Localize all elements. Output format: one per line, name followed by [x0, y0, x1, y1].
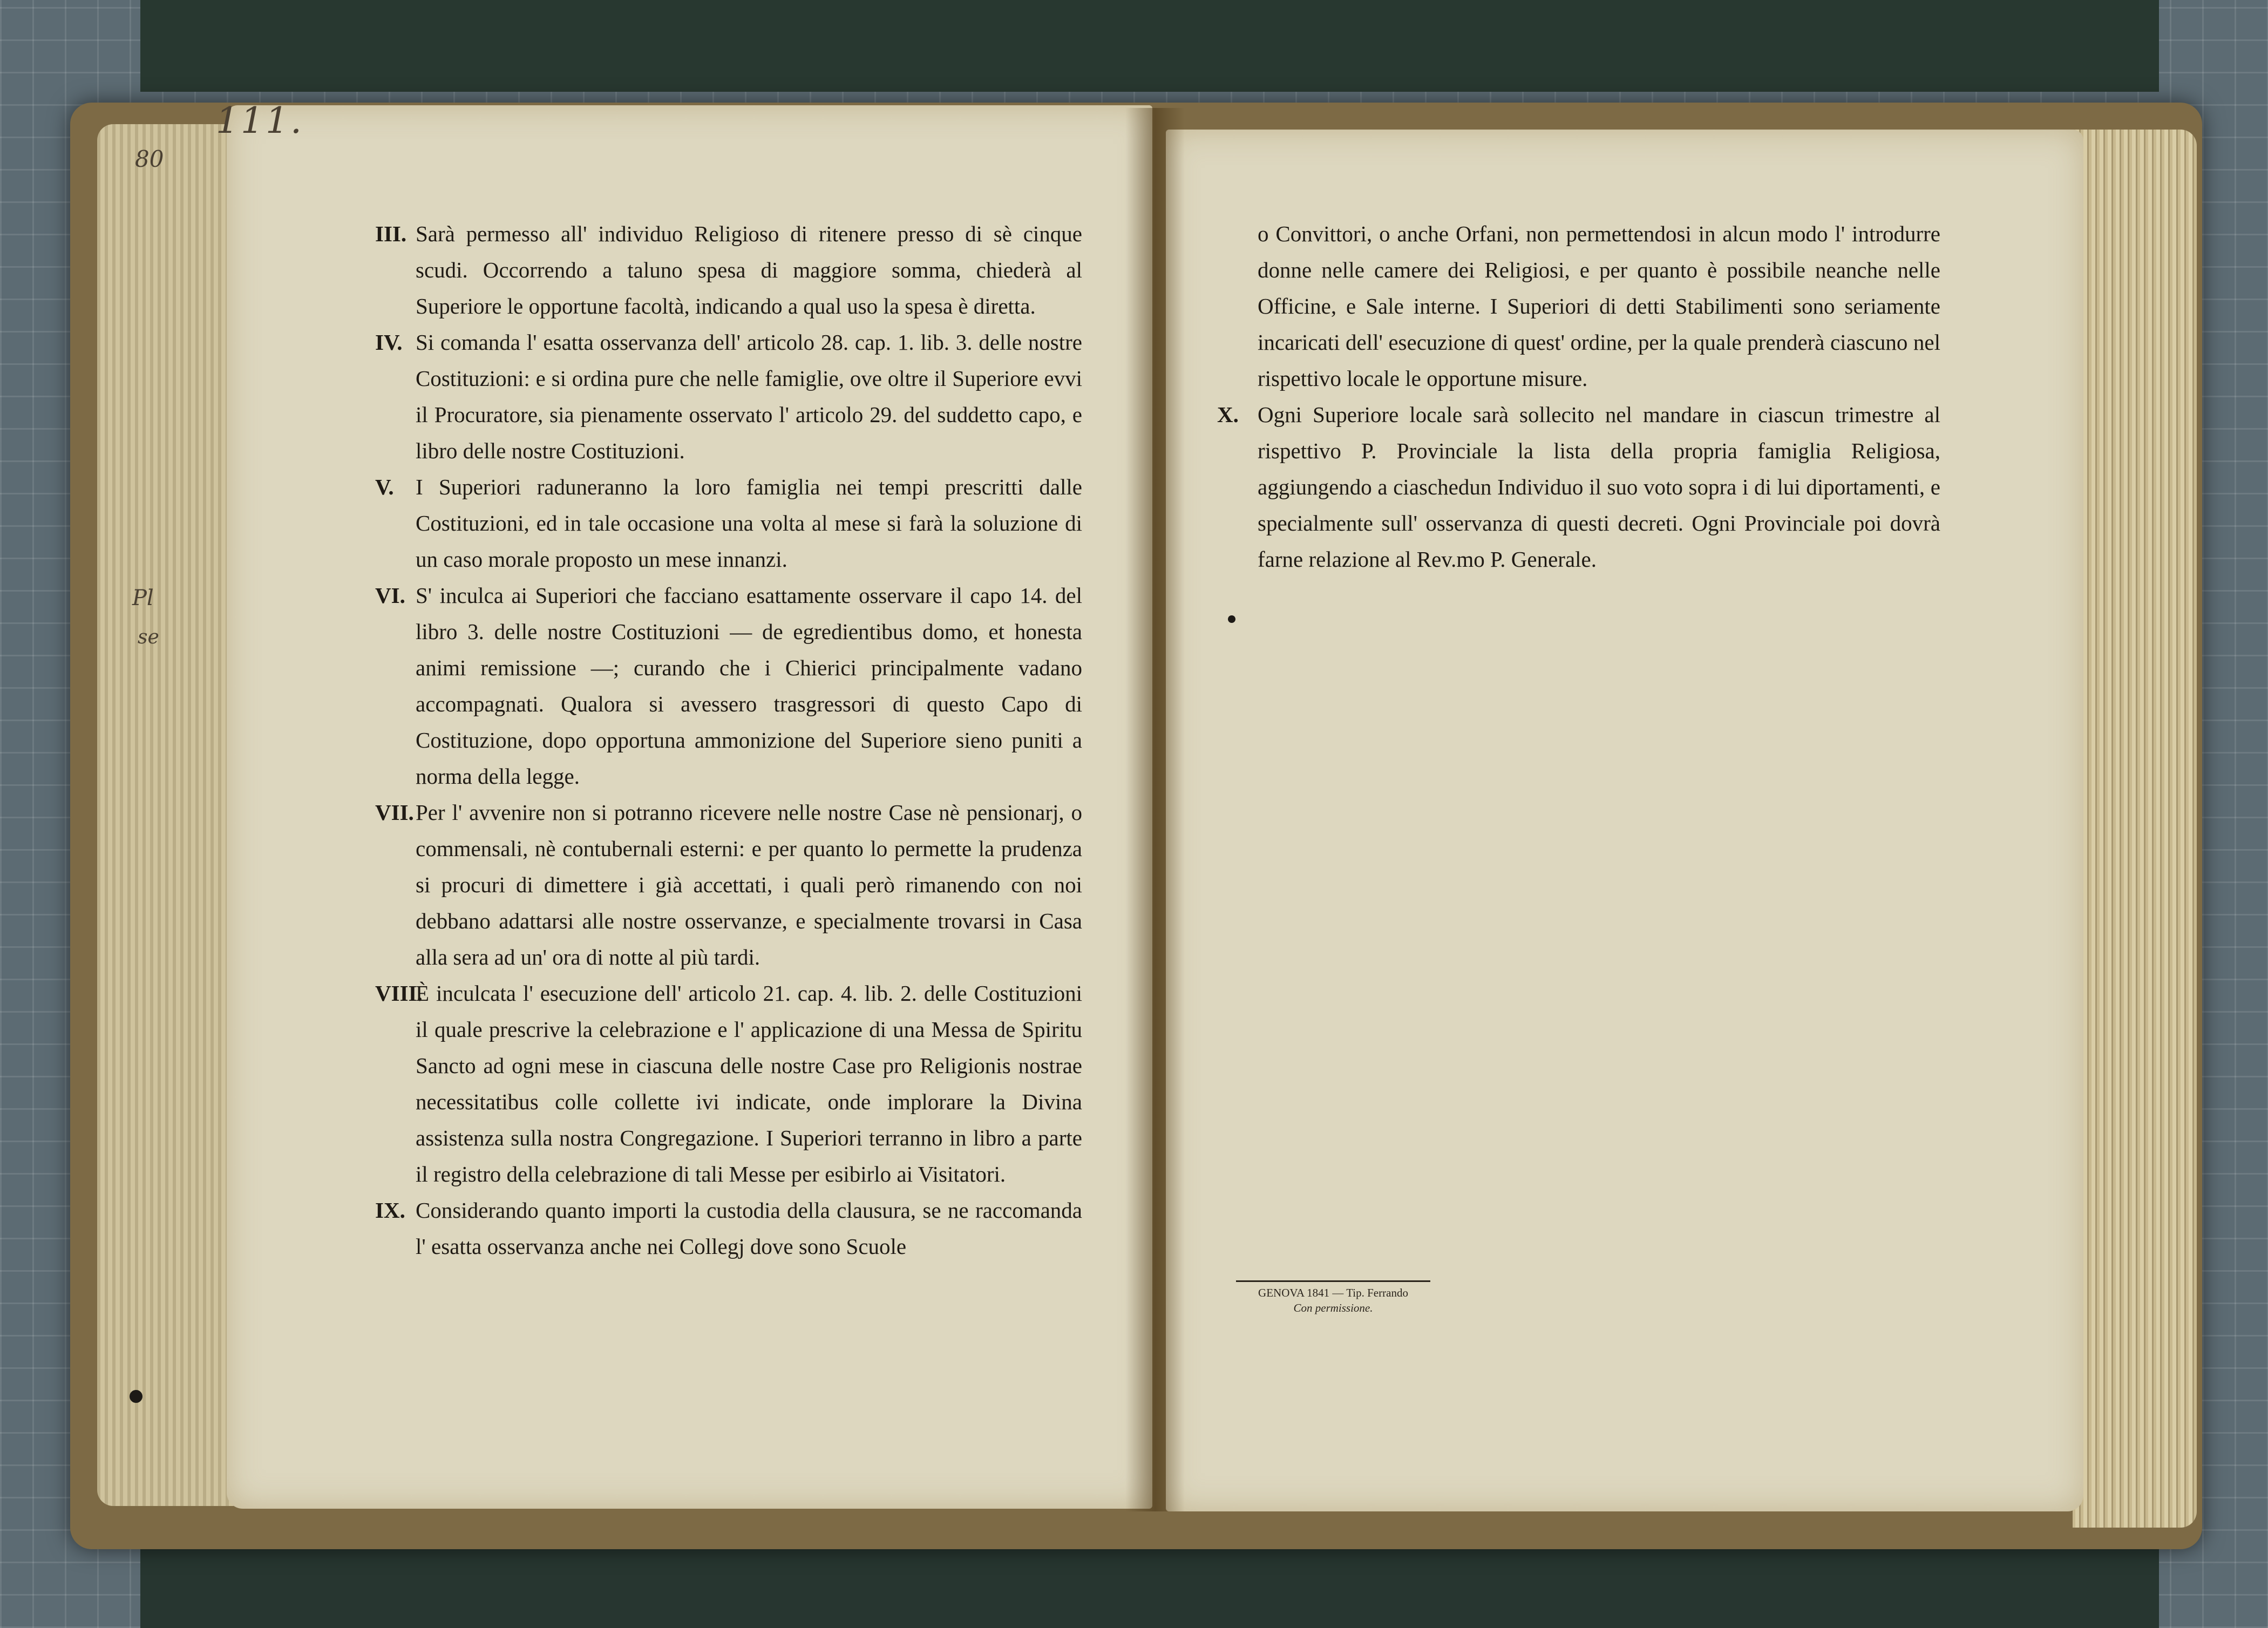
article-9-continuation: o Convittori, o anche Orfani, non permettendosi in alcun modo l' introdurre donne nelle camere dei Religiosi, e per quanto è possibile neanche nelle Officine, e Sale interne. I Superiori di detti Stabilimenti sono seriamente incaricati dell' esecuzione di quest' ordine, per la quale prenderà ciascuno nel rispettivo locale le opportune misure.: [1258, 221, 1940, 391]
handwritten-margin-note: se: [138, 626, 159, 648]
handwritten-page-number: 111.: [216, 100, 304, 141]
article-number: VIII.: [375, 981, 423, 1006]
article-5: [375, 469, 1082, 578]
article-text: Sarà permesso all' individuo Religioso di ritenere presso di sè cinque scudi. Occorrendo a taluno spesa di maggiore somma, chiederà al Superiore le opportune facoltà, indicando a qual uso la spesa è diretta.: [416, 221, 1082, 318]
article-number: VII.: [375, 800, 414, 825]
imprint-printer: GENOVA 1841 — Tip. Ferrando: [1258, 1286, 1408, 1299]
ink-spot: [130, 1390, 142, 1403]
book-gutter: [1125, 108, 1185, 1511]
article-7: [375, 795, 1082, 975]
background-top: [140, 0, 2159, 92]
printer-imprint: [1236, 1280, 1430, 1315]
article-text: È inculcata l' esecuzione dell' articolo 21. cap. 4. lib. 2. delle Costituzioni il quale prescrive la celebrazione e l' applicazione di una Messa de Spiritu Sancto ad ogni mese in ciascuna delle nostre Case pro Religionis nostrae necessitatibus colle collette ivi indicate, onde implorare la Divina assistenza sulla nostra Congregazione. I Superiori terranno in libro a parte il registro della celebrazione di tali Messe per esibirlo ai Visitatori.: [416, 981, 1082, 1186]
handwritten-margin-note: Pl: [132, 586, 154, 611]
right-page-text: [1217, 216, 1940, 578]
left-page-text: [375, 216, 1082, 1265]
handwritten-folio-number: 80: [135, 146, 164, 172]
left-page-edges: [97, 124, 237, 1506]
article-text: S' inculca ai Superiori che facciano esattamente osservare il capo 14. del libro 3. delle nostre Costituzioni — de egredientibus domo, et honesta animi remissione —; curando che i Chierici principalmente vadano accompagnati. Qualora si avessero trasgressori di questo Capo di Costituzione, dopo opportuna ammonizione del Superiore sieno puniti a norma della legge.: [416, 583, 1082, 789]
article-text: Considerando quanto importi la custodia della clausura, se ne raccomanda l' esatta osservanza anche nei Collegj dove sono Scuole: [416, 1198, 1082, 1259]
article-9: [375, 1192, 1082, 1265]
imprint-permission: Con permissione.: [1293, 1301, 1373, 1314]
article-number: X.: [1217, 402, 1239, 427]
article-text: Ogni Superiore locale sarà sollecito nel mandare in ciascun trimestre al rispettivo P. Provinciale la lista della propria famiglia Religiosa, aggiungendo a ciaschedun Individuo il suo voto sopra i di lui diportamenti, e specialmente sull' osservanza di questi decreti. Ogni Provinciale poi dovrà farne relazione al Rev.mo P. Generale.: [1258, 402, 1940, 572]
article-number: IV.: [375, 330, 403, 355]
article-number: III.: [375, 221, 407, 246]
article-number: VI.: [375, 583, 405, 608]
article-8: [375, 975, 1082, 1192]
article-number: IX.: [375, 1198, 405, 1223]
article-4: [375, 324, 1082, 469]
article-3: [375, 216, 1082, 324]
right-page-edges: [2073, 130, 2197, 1528]
article-10: [1217, 397, 1940, 578]
article-text: Si comanda l' esatta osservanza dell' articolo 28. cap. 1. lib. 3. delle nostre Costituzioni: e si ordina pure che nelle famiglie, ove oltre il Superiore evvi il Procuratore, sia pienamente osservato l' articolo 29. del suddetto capo, e libro delle nostre Costituzioni.: [416, 330, 1082, 463]
background-bottom: [140, 1549, 2159, 1628]
article-text: Per l' avvenire non si potranno ricevere nelle nostre Case nè pensionarj, o commensali, nè contubernali esterni: e per quanto lo permette la prudenza si procuri di dimettere i già accettati, i quali però rimanendo con noi debbano adattarsi alle nostre osservanze, e specialmente trovarsi in Casa alla sera ad un' ora di notte al più tardi.: [416, 800, 1082, 969]
article-number: V.: [375, 474, 394, 499]
ink-spot: [1228, 615, 1235, 623]
article-6: [375, 578, 1082, 795]
article-text: I Superiori raduneranno la loro famiglia nei tempi prescritti dalle Costituzioni, ed in tale occasione una volta al mese si farà la soluzione di un caso morale proposto un mese innanzi.: [416, 474, 1082, 572]
